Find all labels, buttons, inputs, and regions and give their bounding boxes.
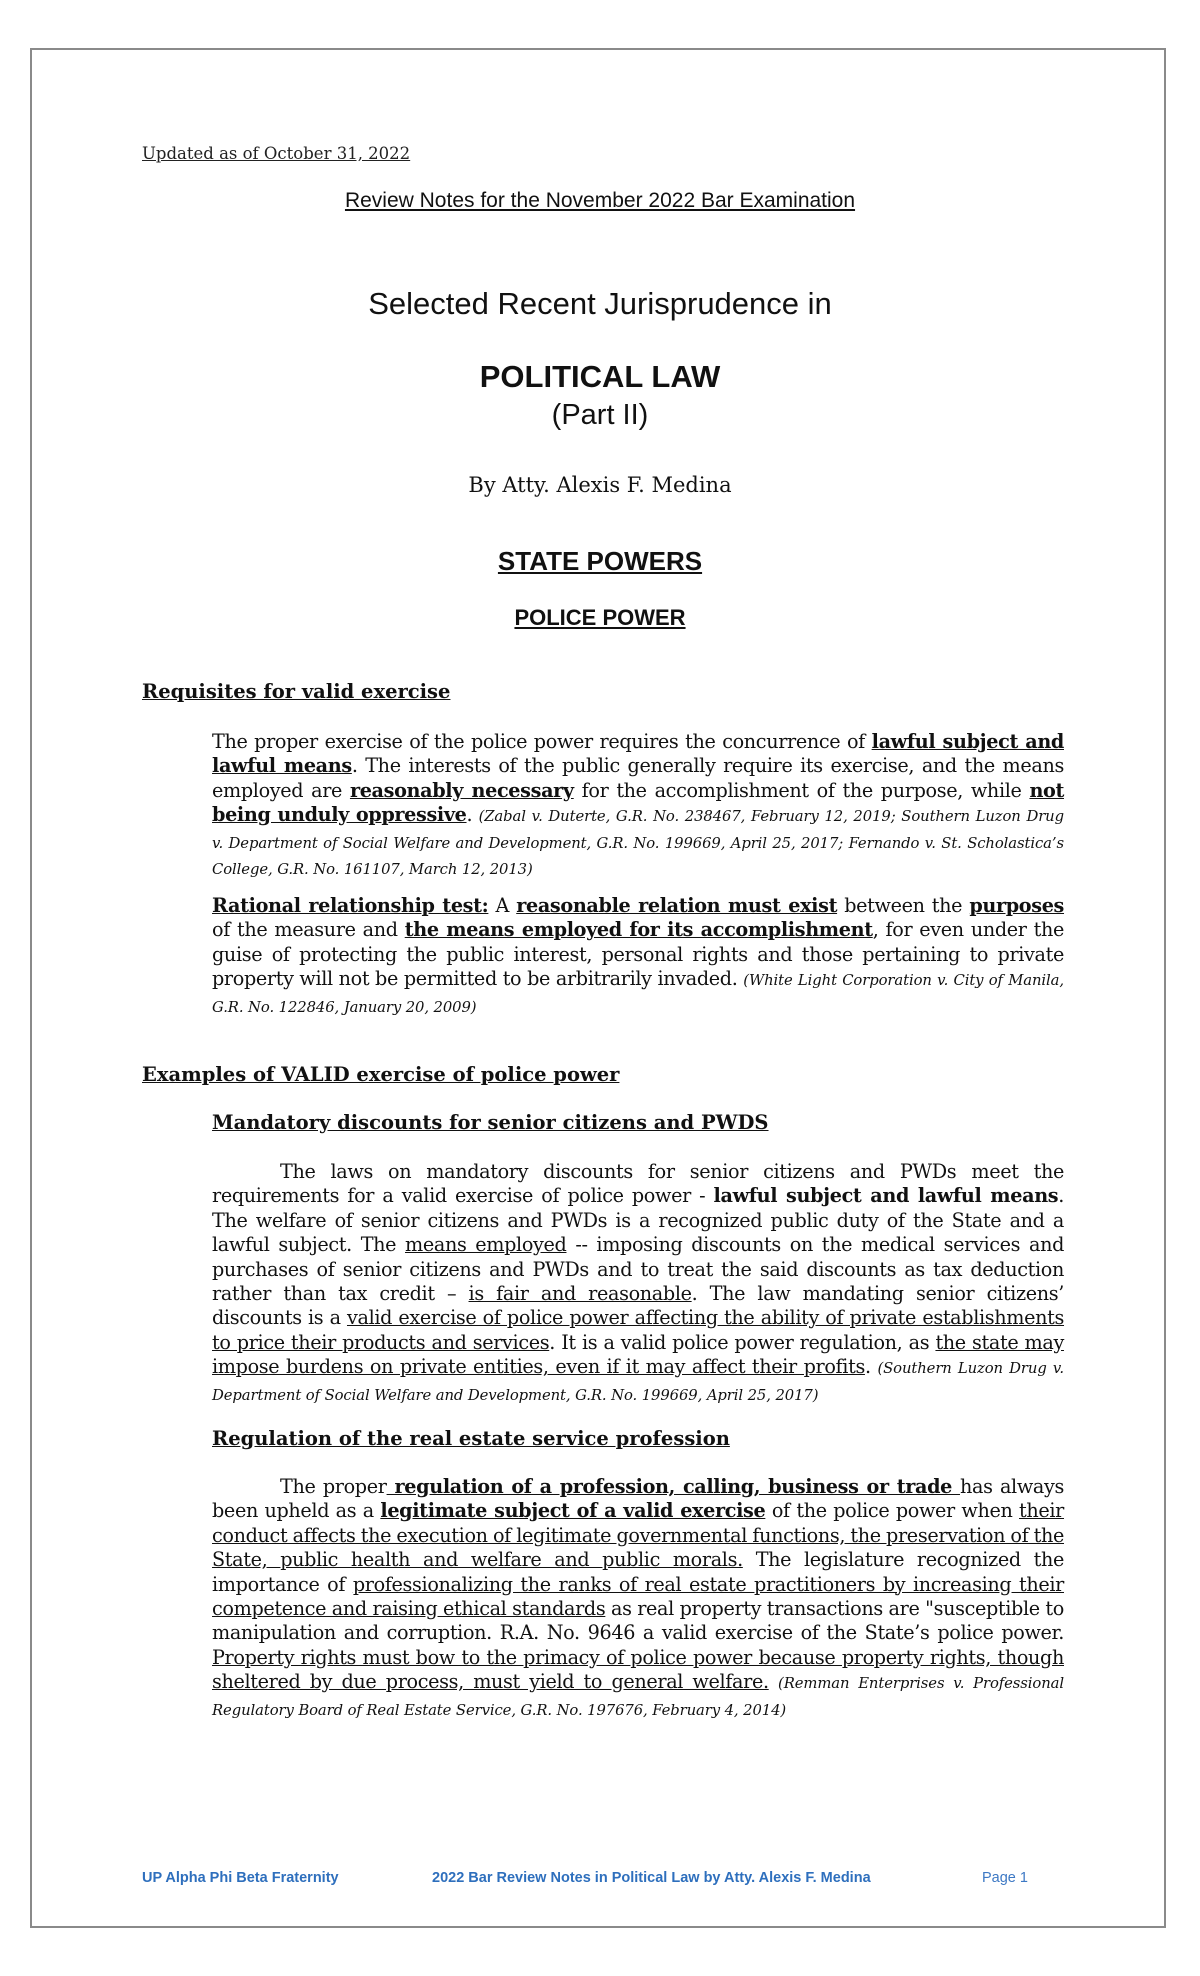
citation: (Remman Enterprises v. Professional Regulatory Board of Real Estate Service, G.R. No. 197676, February 4, 2014) <box>212 1675 1064 1719</box>
footer-page-number: Page 1 <box>982 1870 1028 1886</box>
section-title-police-power: POLICE POWER <box>514 605 686 630</box>
updated-date: Updated as of October 31, 2022 <box>142 144 411 163</box>
paragraph-real-estate: The proper regulation of a profession, calling, business or trade has always been upheld as a legitimate subject of a valid exercise of the police power when their conduct affects the execution of legitimate governmental functions, the preservation of the State, public health and welfare and public morals. The legislature recognized the importance of professionalizing the ranks of real estate practitioners by increasing their competence and raising ethical standards as real property transactions are "susceptible to manipulation and corruption. R.A. No. 9646 a valid exercise of the State’s police power. Property rights must bow to the primacy of police power because property rights, though sheltered by due process, must yield to general welfare. (Remman Enterprises v. Professional Regulatory Board of Real Estate Service, G.R. No. 197676, February 4, 2014) <box>212 1475 1065 1719</box>
citation: (Southern Luzon Drug v. Department of Social Welfare and Development, G.R. No. 199669, April 25, 2017) <box>212 1360 1064 1404</box>
footer-title: 2022 Bar Review Notes in Political Law by Atty. Alexis F. Medina <box>432 1870 871 1886</box>
paragraph-requisites: The proper exercise of the police power requires the concurrence of lawful subject and lawful means. The interests of the public generally require its exercise, and the means employed are reasonably necessary for the accomplishment of the purpose, while not being unduly oppressive. (Zabal v. Duterte, G.R. No. 238467, February 12, 2019; Southern Luzon Drug v. Department of Social Welfare and Development, G.R. No. 199669, April 25, 2017; Fernando v. St. Scholastica’s College, G.R. No. 161107, March 12, 2013) <box>212 730 1065 879</box>
heading-valid-examples: Examples of VALID exercise of police power <box>142 1063 620 1086</box>
footer-organization: UP Alpha Phi Beta Fraternity <box>142 1870 339 1886</box>
heading-real-estate: Regulation of the real estate service profession <box>212 1427 730 1450</box>
document-subtitle: Selected Recent Jurisprudence in <box>368 286 832 321</box>
paragraph-rational-relationship: Rational relationship test: A reasonable relation must exist between the purposes of the measure and the means employed for its accomplishment, for even under the guise of protecting the public interest, personal rights and those pertaining to private property will not be permitted to be arbitrarily invaded. (White Light Corporation v. City of Manila, G.R. No. 122846, January 20, 2009) <box>212 894 1065 1016</box>
citation: (Zabal v. Duterte, G.R. No. 238467, February 12, 2019; Southern Luzon Drug v. Department of Social Welfare and Development, G.R. No. 199669, April 25, 2017; Fernando v. St. Scholastica’s College, G.R. No. 161107, March 12, 2013) <box>212 808 1064 879</box>
heading-mandatory-discounts: Mandatory discounts for senior citizens and PWDS <box>212 1111 769 1134</box>
author-line: By Atty. Alexis F. Medina <box>468 473 732 497</box>
paragraph-mandatory-discounts: The laws on mandatory discounts for senior citizens and PWDs meet the requirements for a valid exercise of police power - lawful subject and lawful means. The welfare of senior citizens and PWDs is a recognized public duty of the State and a lawful subject. The means employed -- imposing discounts on the medical services and purchases of senior citizens and PWDs and to treat the said discounts as tax deduction rather than tax credit – is fair and reasonable. The law mandating senior citizens’ discounts is a valid exercise of police power affecting the ability of private establishments to price their products and services. It is a valid police power regulation, as the state may impose burdens on private entities, even if it may affect their profits. (Southern Luzon Drug v. Department of Social Welfare and Development, G.R. No. 199669, April 25, 2017) <box>212 1160 1065 1404</box>
document-part: (Part II) <box>551 399 649 431</box>
heading-requisites: Requisites for valid exercise <box>142 680 451 703</box>
document-title: POLITICAL LAW <box>479 359 721 394</box>
section-title-state-powers: STATE POWERS <box>497 546 703 576</box>
citation: (White Light Corporation v. City of Manila, G.R. No. 122846, January 20, 2009) <box>212 972 1064 1016</box>
review-title: Review Notes for the November 2022 Bar Examination <box>344 189 856 212</box>
